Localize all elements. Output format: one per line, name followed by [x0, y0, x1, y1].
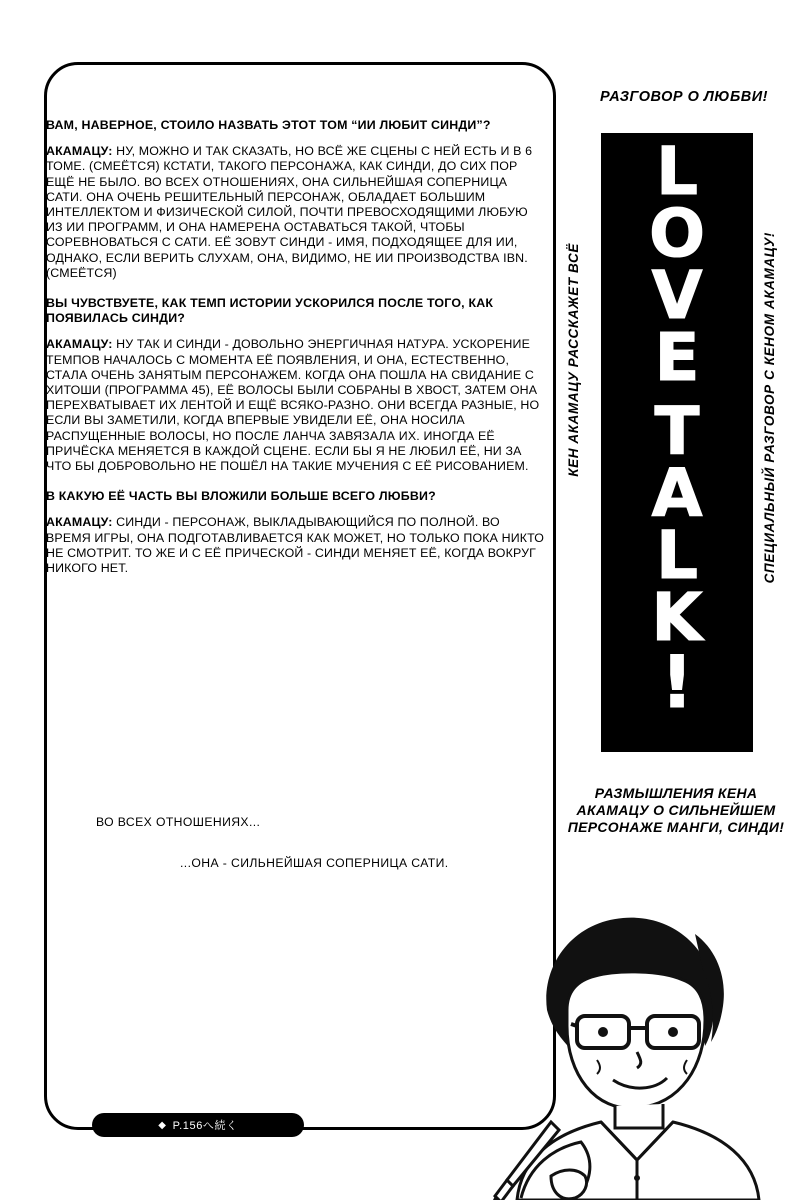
vertical-caption-right: СПЕЦИАЛЬНЫЙ РАЗГОВОР С КЕНОМ АКАМАЦУ! — [762, 232, 777, 584]
logo-letter-l1: L — [655, 133, 699, 210]
interview-question-2: ВЫ ЧУВСТВУЕТЕ, КАК ТЕМП ИСТОРИИ УСКОРИЛСЯ ПОСЛЕ ТОГО, КАК ПОЯВИЛАСЬ СИНДИ? — [46, 296, 494, 326]
page-headline: РАЗГОВОР О ЛЮБВИ! — [600, 89, 768, 105]
interview-question-3: В КАКУЮ ЕЁ ЧАСТЬ ВЫ ВЛОЖИЛИ БОЛЬШЕ ВСЕГО ЛЮБВИ? — [46, 489, 436, 504]
answer-text-1: НУ, МОЖНО И ТАК СКАЗАТЬ, НО ВСЁ ЖЕ СЦЕНЫ С НЕЙ ЕСТЬ И В 6 ТОМЕ. (СМЕЁТСЯ) КСТАТИ, ТАКОГО ПЕРСОНАЖА, КАК СИНДИ, ДО СИХ ПОР ЕЩЁ НЕ БЫЛО. ВО ВСЕХ ОТНОШЕНИЯХ, ОНА СИЛЬНЕЙШАЯ СОПЕРНИЦА САТИ. ОНА ОЧЕНЬ РЕШИТЕЛЬНЫЙ ПЕРСОНАЖ, ОБЛАДАЕТ БОЛЬШИМ ИНТЕЛЛЕКТОМ И ФИЗИЧЕСКОЙ СИЛОЙ, ПОЧТИ ПРЕВОСХОДЯЩИМИ ЛЮБУЮ ИЗ ИИ ПРОГРАММ, И ОНА НАМЕРЕНА ОСТАВАТЬСЯ ТАКОЙ, ЧТОБЫ СОРЕВНОВАТЬСЯ С САТИ. ЕЁ ЗОВУТ СИНДИ - ИМЯ, ПОДХОДЯЩЕЕ ДЛЯ ИИ, ОДНАКО, ЕСЛИ ВЕРИТЬ СЛУХАМ, ОНА, ВИДИМО, НЕ ИИ ПРОИЗВОДСТВА IBN. (СМЕЁТСЯ) — [46, 144, 533, 280]
answer-text-3: СИНДИ - ПЕРСОНАЖ, ВЫКЛАДЫВАЮЩИЙСЯ ПО ПОЛНОЙ. ВО ВРЕМЯ ИГРЫ, ОНА ПОДГОТАВЛИВАЕТСЯ КАК МОЖЕТ, НО ТОЛЬКО ПОКА НИКТО НЕ СМОТРИТ. ТО ЖЕ И С ЕЁ ПРИЧЕСКОЙ - СИНДИ МЕНЯЕТ ЕЁ, КОГДА ВОКРУГ НИКОГО НЕТ. — [46, 515, 545, 576]
vertical-caption-left: КЕН АКАМАЦУ РАССКАЖЕТ ВСЁ — [566, 243, 581, 477]
logo-letter-a: A — [651, 455, 703, 532]
interview-text-body — [46, 118, 546, 591]
shirt-button — [634, 1175, 640, 1181]
author-blurb: РАЗМЫШЛЕНИЯ КЕНА АКАМАЦУ О СИЛЬНЕЙШЕМ ПЕРСОНАЖЕ МАНГИ, СИНДИ! — [567, 785, 785, 835]
logo-letter-e: E — [654, 319, 700, 396]
interview-answer-3 — [46, 515, 546, 576]
speaker-label-3: АКАМАЦУ: — [46, 515, 113, 530]
love-talk-logo-letters — [601, 133, 753, 752]
interview-question-1: ВАМ, НАВЕРНОЕ, СТОИЛО НАЗВАТЬ ЭТОТ ТОМ “ИИ ЛЮБИТ СИНДИ”? — [46, 118, 491, 132]
speaker-label-1: АКАМАЦУ: — [46, 144, 113, 159]
author-illustration — [455, 860, 796, 1200]
interview-answer-2 — [46, 337, 546, 474]
interview-answer-1 — [46, 144, 546, 281]
hand — [551, 1170, 587, 1199]
logo-letter-v: V — [651, 257, 703, 334]
speaker-label-2: АКАМАЦУ: — [46, 337, 113, 352]
answer-text-2: НУ ТАК И СИНДИ - ДОВОЛЬНО ЭНЕРГИЧНАЯ НАТУРА. УСКОРЕНИЕ ТЕМПОВ НАЧАЛОСЬ С МОМЕНТА ЕЁ ПОЯВЛЕНИЯ, И ОНА, ЕСТЕСТВЕННО, СТАЛА ОЧЕНЬ ЗАНЯТЫМ ПЕРСОНАЖЕМ. КОГДА ОНА ПОШЛА НА СВИДАНИЕ С ХИТОШИ (ПРОГРАММА 45), ЕЁ ВОЛОСЫ БЫЛИ СОБРАНЫ В ХВОСТ, ЗАТЕМ ОНА ПЕРЕХВАТЫВАЕТ ИХ ЛЕНТОЙ И ЕЩЁ ВСЯКО-РАЗНО. ОНИ ВСЕГДА РАЗНЫЕ, НО ЕСЛИ ВЫ ЗАМЕТИЛИ, КОГДА ВПЕРВЫЕ УВИДЕЛИ ЕЁ, ОНА НОСИЛА РАСПУЩЕННЫЕ ВОЛОСЫ, НО ПОСЛЕ ЛАНЧА ЗАВЯЗАЛА ИХ. ИНОГДА ЕЁ ПРИЧЁСКА МЕНЯЕТСЯ В КАЖДОЙ СЦЕНЕ. ЕСЛИ БЫ Я НЕ ЛЮБИЛ ЕЁ, НИ ЗА ЧТО БЫ ДОБРОВОЛЬНО НЕ ПОШЁЛ НА ТАКИЕ МУЧЕНИЯ С ЕЁ РИСОВАНИЕМ. — [46, 337, 540, 474]
logo-letter-k: K — [651, 579, 703, 656]
neck — [615, 1104, 663, 1128]
panel-caption-two: ...ОНА - СИЛЬНЕЙШАЯ СОПЕРНИЦА САТИ. — [180, 856, 449, 870]
love-talk-logo-block — [601, 133, 753, 752]
logo-letter-o: O — [648, 195, 706, 272]
page-turn-tab[interactable] — [92, 1113, 304, 1137]
left-eye — [598, 1027, 608, 1037]
logo-letter-t: T — [654, 393, 700, 470]
logo-letter-l2: L — [655, 517, 699, 594]
left-arrow-icon: ◆ — [158, 1119, 167, 1131]
panel-caption-one: ВО ВСЕХ ОТНОШЕНИЯХ... — [96, 815, 261, 829]
logo-letter-exclamation: ! — [660, 640, 694, 724]
right-eye — [668, 1027, 678, 1037]
page-turn-label: P.156へ続く — [172, 1120, 238, 1132]
